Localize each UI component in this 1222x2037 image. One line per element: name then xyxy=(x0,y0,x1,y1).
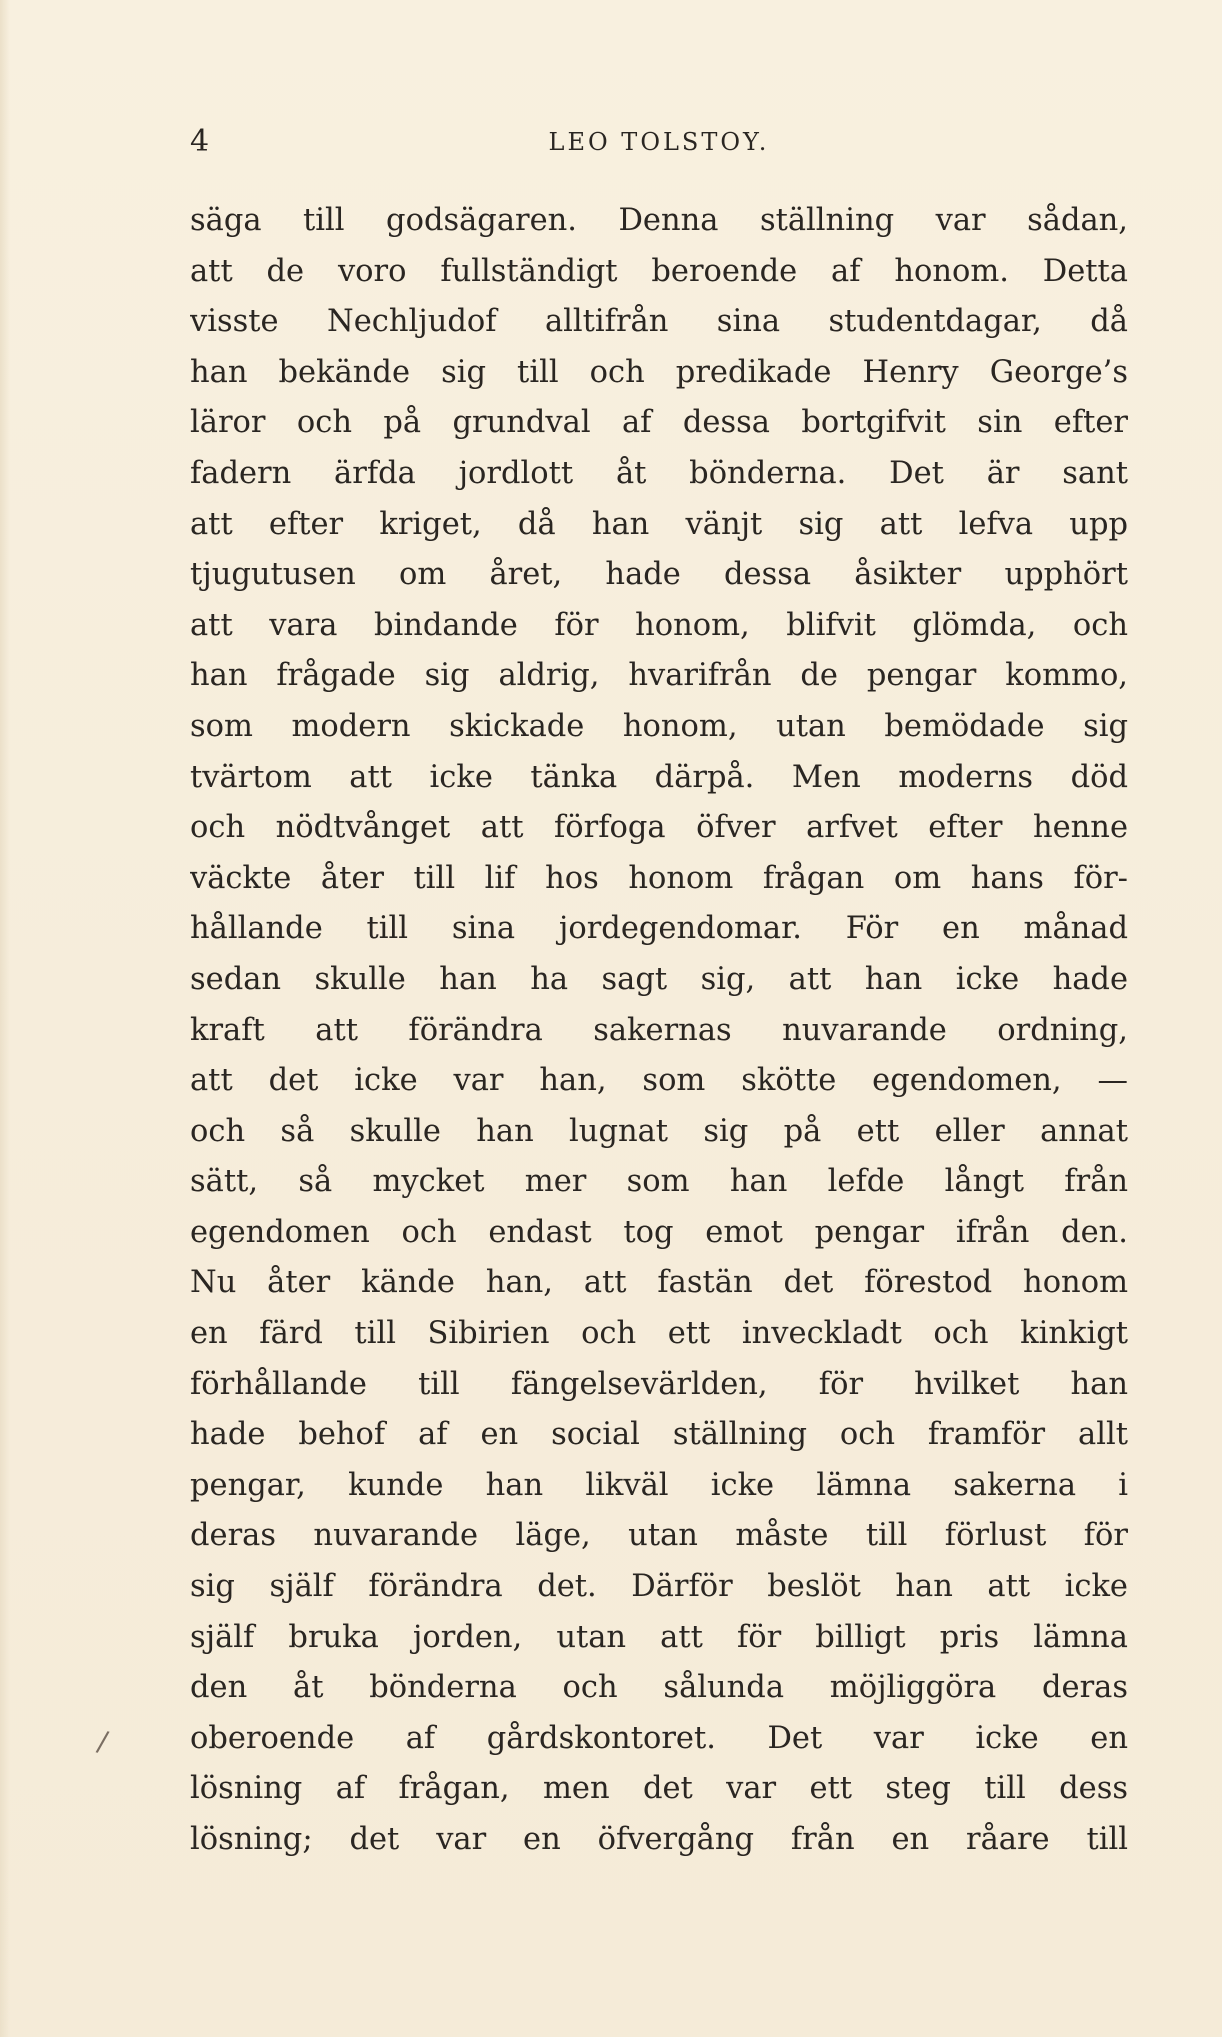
text-line: lösning af frågan, men det var ett steg till dess xyxy=(190,1771,1128,1807)
text-line: hållande till sina jordegendomar. För en månad xyxy=(190,911,1128,947)
text-line: läror och på grundval af dessa bortgifvit sin efter xyxy=(190,405,1128,441)
text-line: sedan skulle han ha sagt sig, att han icke hade xyxy=(190,961,1128,997)
running-head: LEO TOLSTOY. xyxy=(548,128,770,156)
page-edge-shadow xyxy=(0,0,10,2037)
text-line: egendomen och endast tog emot pengar ifrån den. xyxy=(190,1214,1128,1250)
text-line: förhållande till fängelsevärlden, för hvilket han xyxy=(190,1366,1128,1402)
text-line: fadern ärfda jordlott åt bönderna. Det är sant xyxy=(190,455,1128,491)
text-line: sätt, så mycket mer som han lefde långt från xyxy=(190,1164,1128,1200)
text-line: han frågade sig aldrig, hvarifrån de pengar kommo, xyxy=(190,658,1128,694)
page-number: 4 xyxy=(190,124,210,159)
text-line: att det icke var han, som skötte egendomen, — xyxy=(190,1063,1128,1099)
text-line: kraft att förändra sakernas nuvarande ordning, xyxy=(190,1012,1128,1048)
text-line: Nu åter kände han, att fastän det förestod honom xyxy=(190,1265,1128,1301)
body-text xyxy=(190,196,1128,1866)
text-line: en färd till Sibirien och ett inveckladt och kinkigt xyxy=(190,1316,1128,1352)
text-line: väckte åter till lif hos honom frågan om hans för- xyxy=(190,860,1128,896)
text-line: säga till godsägaren. Denna ställning var sådan, xyxy=(190,203,1128,238)
text-line: tjugutusen om året, hade dessa åsikter upphört xyxy=(190,557,1128,593)
text-line: deras nuvarande läge, utan måste till förlust för xyxy=(190,1518,1128,1554)
text-line: att de voro fullständigt beroende af honom. Detta xyxy=(190,253,1128,289)
text-line: oberoende af gårdskontoret. Det var icke en xyxy=(190,1720,1128,1756)
text-line: och så skulle han lugnat sig på ett eller annat xyxy=(190,1113,1128,1149)
text-line: han bekände sig till och predikade Henry George’s xyxy=(190,354,1128,390)
text-line: att efter kriget, då han vänjt sig att lefva upp xyxy=(190,506,1128,542)
text-line: lösning; det var en öfvergång från en råare till xyxy=(190,1822,1128,1857)
text-line: att vara bindande för honom, blifvit glömda, och xyxy=(190,607,1128,643)
text-line: den åt bönderna och sålunda möjliggöra deras xyxy=(190,1670,1128,1706)
text-line: själf bruka jorden, utan att för billigt pris lämna xyxy=(190,1619,1128,1655)
text-line: tvärtom att icke tänka därpå. Men moderns död xyxy=(190,759,1128,795)
text-line: sig själf förändra det. Därför beslöt han att icke xyxy=(190,1569,1128,1605)
text-line: och nödtvånget att förfoga öfver arfvet efter henne xyxy=(190,810,1128,846)
text-line: som modern skickade honom, utan bemödade sig xyxy=(190,708,1128,744)
text-line: pengar, kunde han likväl icke lämna sakerna i xyxy=(190,1467,1128,1503)
page-header xyxy=(190,122,1128,162)
pencil-margin-mark: / xyxy=(94,1724,111,1759)
text-line: hade behof af en social ställning och framför allt xyxy=(190,1417,1128,1453)
text-line: visste Nechljudof alltifrån sina studentdagar, då xyxy=(190,304,1128,340)
